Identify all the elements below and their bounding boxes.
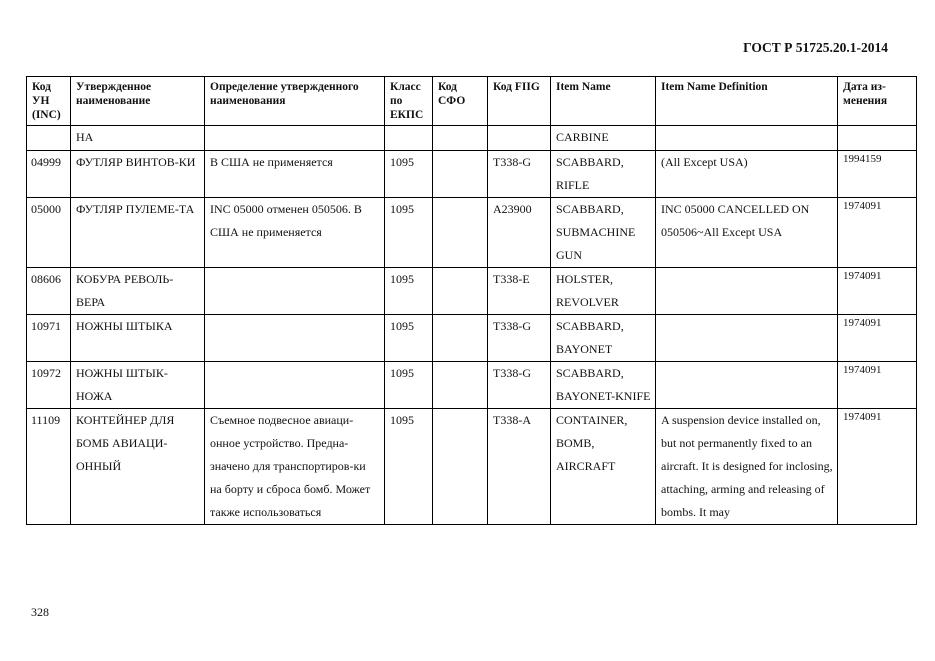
cell-sfo xyxy=(433,362,488,409)
cell-item-name: CARBINE xyxy=(551,126,656,151)
cell-definition xyxy=(205,126,385,151)
cell-inc: 11109 xyxy=(27,409,71,525)
cell-fiig: T338-G xyxy=(488,362,551,409)
cell-definition: Съемное подвесное авиаци-онное устройство. Предна-значено для транспортиров-ки на борту и сброса бомб. Может также использоваться xyxy=(205,409,385,525)
cell-inc: 04999 xyxy=(27,151,71,198)
cell-name: НОЖНЫ ШТЫК-НОЖА xyxy=(71,362,205,409)
page-number: 328 xyxy=(31,605,49,619)
cell-class: 1095 xyxy=(385,198,433,268)
cell-class: 1095 xyxy=(385,151,433,198)
col-sfo: Код СФО xyxy=(433,77,488,126)
cell-definition: INC 05000 отменен 050506. В США не применяется xyxy=(205,198,385,268)
table-row xyxy=(27,151,917,198)
table-row xyxy=(27,268,917,315)
cell-name: КОНТЕЙНЕР ДЛЯ БОМБ АВИАЦИ-ОННЫЙ xyxy=(71,409,205,525)
cell-item-name: SCABBARD, BAYONET-KNIFE xyxy=(551,362,656,409)
cell-sfo xyxy=(433,126,488,151)
cell-item-definition xyxy=(656,315,838,362)
cell-definition xyxy=(205,315,385,362)
cell-item-definition xyxy=(656,126,838,151)
cell-date: 1994159 xyxy=(838,151,917,198)
cell-item-name: SCABBARD, BAYONET xyxy=(551,315,656,362)
cell-name: ФУТЛЯР ВИНТОВ-КИ xyxy=(71,151,205,198)
col-inc: Код УН (INC) xyxy=(27,77,71,126)
cell-sfo xyxy=(433,268,488,315)
col-definition: Определение утвержденного наименования xyxy=(205,77,385,126)
table-row xyxy=(27,126,917,151)
cell-item-name: CONTAINER, BOMB, AIRCRAFT xyxy=(551,409,656,525)
cell-item-name: HOLSTER, REVOLVER xyxy=(551,268,656,315)
cell-definition xyxy=(205,362,385,409)
cell-fiig xyxy=(488,126,551,151)
col-item-name: Item Name xyxy=(551,77,656,126)
cell-date: 1974091 xyxy=(838,362,917,409)
cell-fiig: T338-G xyxy=(488,151,551,198)
col-fiig: Код FIIG xyxy=(488,77,551,126)
cell-name: НА xyxy=(71,126,205,151)
cell-name: ФУТЛЯР ПУЛЕМЕ-ТА xyxy=(71,198,205,268)
cell-item-name: SCABBARD, SUBMACHINE GUN xyxy=(551,198,656,268)
cell-date: 1974091 xyxy=(838,315,917,362)
cell-date xyxy=(838,126,917,151)
cell-name: КОБУРА РЕВОЛЬ-ВЕРА xyxy=(71,268,205,315)
col-class: Класс по ЕКПС xyxy=(385,77,433,126)
table-row xyxy=(27,362,917,409)
catalog-table xyxy=(26,76,917,525)
cell-class: 1095 xyxy=(385,315,433,362)
cell-fiig: T338-A xyxy=(488,409,551,525)
cell-sfo xyxy=(433,151,488,198)
col-item-definition: Item Name Definition xyxy=(656,77,838,126)
cell-sfo xyxy=(433,315,488,362)
cell-date: 1974091 xyxy=(838,198,917,268)
table-row xyxy=(27,315,917,362)
cell-definition: В США не применяется xyxy=(205,151,385,198)
cell-class: 1095 xyxy=(385,362,433,409)
cell-item-definition: INC 05000 CANCELLED ON 050506~All Except USA xyxy=(656,198,838,268)
cell-item-definition xyxy=(656,268,838,315)
cell-date: 1974091 xyxy=(838,268,917,315)
document-code: ГОСТ Р 51725.20.1-2014 xyxy=(743,40,888,55)
cell-sfo xyxy=(433,409,488,525)
cell-class: 1095 xyxy=(385,268,433,315)
cell-name: НОЖНЫ ШТЫКА xyxy=(71,315,205,362)
cell-fiig: T338-E xyxy=(488,268,551,315)
col-approved-name: Утвержденное наименование xyxy=(71,77,205,126)
cell-class xyxy=(385,126,433,151)
cell-class: 1095 xyxy=(385,409,433,525)
cell-fiig: A23900 xyxy=(488,198,551,268)
cell-item-definition xyxy=(656,362,838,409)
cell-item-definition: (All Except USA) xyxy=(656,151,838,198)
cell-fiig: T338-G xyxy=(488,315,551,362)
cell-inc xyxy=(27,126,71,151)
cell-definition xyxy=(205,268,385,315)
cell-inc: 10971 xyxy=(27,315,71,362)
table-header-row xyxy=(27,77,917,126)
cell-inc: 05000 xyxy=(27,198,71,268)
table-row xyxy=(27,409,917,525)
cell-item-definition: A suspension device installed on, but not permanently fixed to an aircraft. It is designed for inclosing, attaching, arming and releasing of bombs. It may xyxy=(656,409,838,525)
table-row xyxy=(27,198,917,268)
cell-sfo xyxy=(433,198,488,268)
cell-item-name: SCABBARD, RIFLE xyxy=(551,151,656,198)
cell-date: 1974091 xyxy=(838,409,917,525)
cell-inc: 08606 xyxy=(27,268,71,315)
cell-inc: 10972 xyxy=(27,362,71,409)
col-change-date: Дата из-менения xyxy=(838,77,917,126)
